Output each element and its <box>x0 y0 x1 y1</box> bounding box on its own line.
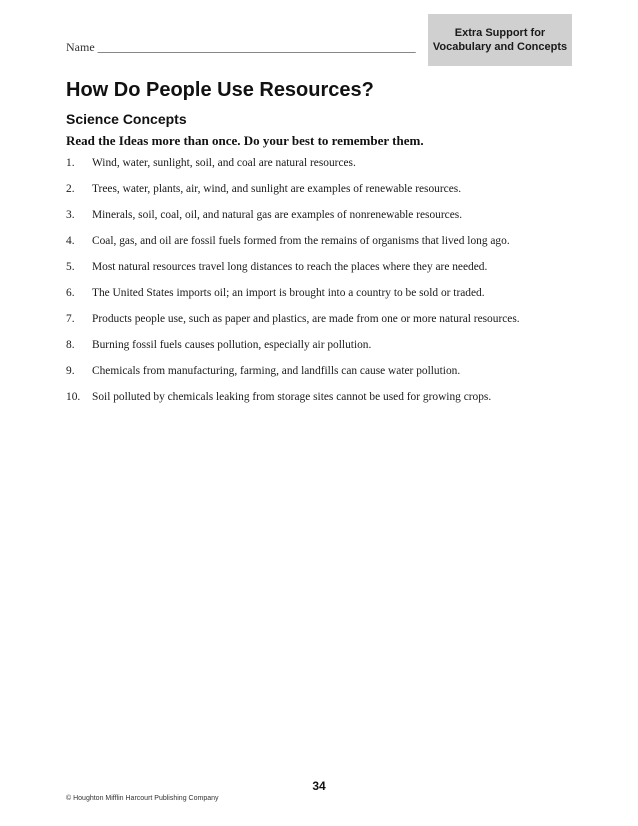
concept-number: 8. <box>66 339 75 351</box>
concept-list <box>66 156 596 416</box>
copyright-notice: © Houghton Mifflin Harcourt Publishing Company <box>66 795 219 802</box>
concept-item <box>66 208 596 234</box>
concept-text: Trees, water, plants, air, wind, and sunlight are examples of renewable resources. <box>92 183 462 195</box>
concept-item <box>66 260 596 286</box>
concept-item <box>66 338 596 364</box>
page-title: How Do People Use Resources? <box>66 79 374 101</box>
concept-number: 10. <box>66 391 81 403</box>
concept-text: Chemicals from manufacturing, farming, and landfills can cause water pollution. <box>92 365 461 377</box>
concept-text: Most natural resources travel long distances to reach the places where they are needed. <box>92 261 488 273</box>
concept-number: 3. <box>66 209 75 221</box>
concept-text: Minerals, soil, coal, oil, and natural gas are examples of nonrenewable resources. <box>92 209 463 221</box>
concept-item <box>66 156 596 182</box>
support-line-1: Extra Support for <box>454 27 546 39</box>
concept-text: Burning fossil fuels causes pollution, especially air pollution. <box>92 339 372 351</box>
concept-number: 9. <box>66 365 75 377</box>
section-heading: Science Concepts <box>66 111 187 127</box>
concept-item <box>66 286 596 312</box>
name-line <box>66 40 416 55</box>
name-blank: _____________________________________________________ <box>97 40 416 54</box>
concept-text: The United States imports oil; an import is brought into a country to be sold or traded. <box>92 287 485 299</box>
name-label: Name <box>66 40 95 54</box>
concept-number: 4. <box>66 235 75 247</box>
concept-number: 1. <box>66 157 75 169</box>
concept-text: Wind, water, sunlight, soil, and coal are natural resources. <box>92 157 356 169</box>
concept-number: 2. <box>66 183 75 195</box>
extra-support-box <box>428 14 572 66</box>
concept-number: 5. <box>66 261 75 273</box>
concept-text: Products people use, such as paper and plastics, are made from one or more natural resources. <box>92 313 520 325</box>
concept-text: Soil polluted by chemicals leaking from storage sites cannot be used for growing crops. <box>92 391 492 403</box>
concept-item <box>66 390 596 416</box>
concept-item <box>66 182 596 208</box>
concept-text: Coal, gas, and oil are fossil fuels formed from the remains of organisms that lived long ago. <box>92 235 510 247</box>
concept-item <box>66 364 596 390</box>
concept-number: 7. <box>66 313 75 325</box>
concept-item <box>66 234 596 260</box>
support-line-2: Vocabulary and Concepts <box>432 41 568 53</box>
concept-number: 6. <box>66 287 75 299</box>
instructions: Read the Ideas more than once. Do your best to remember them. <box>66 133 424 148</box>
page-number: 34 <box>312 779 326 793</box>
concept-item <box>66 312 596 338</box>
